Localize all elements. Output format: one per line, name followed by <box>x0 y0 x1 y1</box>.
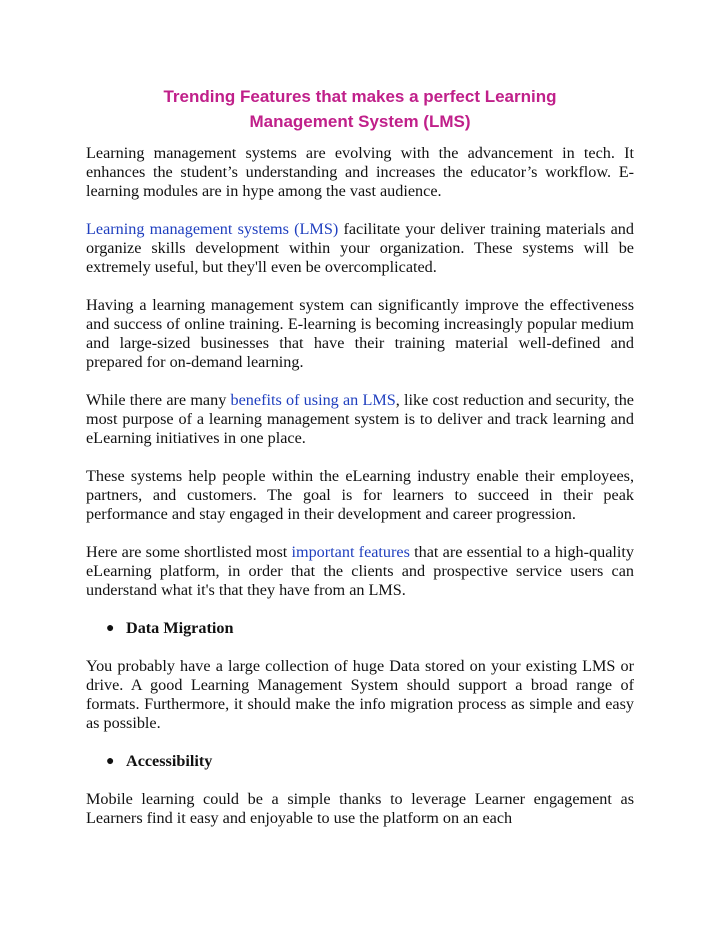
important-features-link[interactable]: important features <box>291 543 410 561</box>
benefits-link[interactable]: benefits of using an LMS <box>230 391 396 409</box>
benefits-text-after: , like cost reduction and security, the most purpose of a learning management system is to deliver and track learning and eLearning initiatives in one place. <box>86 391 634 447</box>
bullet-dot-icon: ● <box>106 754 115 769</box>
bullet-data-migration-label: Data Migration <box>126 619 234 637</box>
paragraph-features <box>86 543 634 600</box>
title-line-2: Management System (LMS) <box>249 112 471 131</box>
paragraph-intro: Learning management systems are evolving with the advancement in tech. It enhances the student’s understanding and increases the educator’s workflow. E-learning modules are in hype among the vast audience. <box>86 144 634 200</box>
paragraph-data-migration: You probably have a large collection of huge Data stored on your existing LMS or drive. A good Learning Management System should support a broad range of formats. Furthermore, it should make the info migration process as simple and easy as possible. <box>86 657 634 732</box>
bullet-dot-icon: ● <box>106 621 115 636</box>
paragraph-accessibility: Mobile learning could be a simple thanks to leverage Learner engagement as Learners find it easy and enjoyable to use the platform on an each <box>86 790 634 827</box>
title-line-1: Trending Features that makes a perfect Learning <box>163 87 557 106</box>
bullet-data-migration <box>106 619 634 638</box>
lms-link[interactable]: Learning management systems (LMS) <box>86 220 339 238</box>
bullet-accessibility <box>106 752 634 771</box>
page-title <box>86 84 634 134</box>
paragraph-systems-help: These systems help people within the eLearning industry enable their employees, partners, and customers. The goal is for learners to succeed in their peak performance and stay engaged in their development and career progression. <box>86 467 634 523</box>
paragraph-lms-text: facilitate your deliver training materials and organize skills development within your organization. These systems will be extremely useful, but they'll even be overcomplicated. <box>86 220 634 276</box>
features-text-before: Here are some shortlisted most <box>86 543 292 561</box>
features-text-after: that are essential to a high-quality eLearning platform, in order that the clients and prospective service users can understand what it's that they have from an LMS. <box>86 543 634 599</box>
paragraph-benefits <box>86 391 634 448</box>
benefits-text-before: While there are many <box>86 391 231 409</box>
bullet-accessibility-label: Accessibility <box>126 752 213 770</box>
paragraph-lms-definition <box>86 220 634 277</box>
paragraph-effectiveness: Having a learning management system can significantly improve the effectiveness and success of online training. E-learning is becoming increasingly popular medium and large-sized businesses that have their training material well-defined and prepared for on-demand learning. <box>86 296 634 371</box>
